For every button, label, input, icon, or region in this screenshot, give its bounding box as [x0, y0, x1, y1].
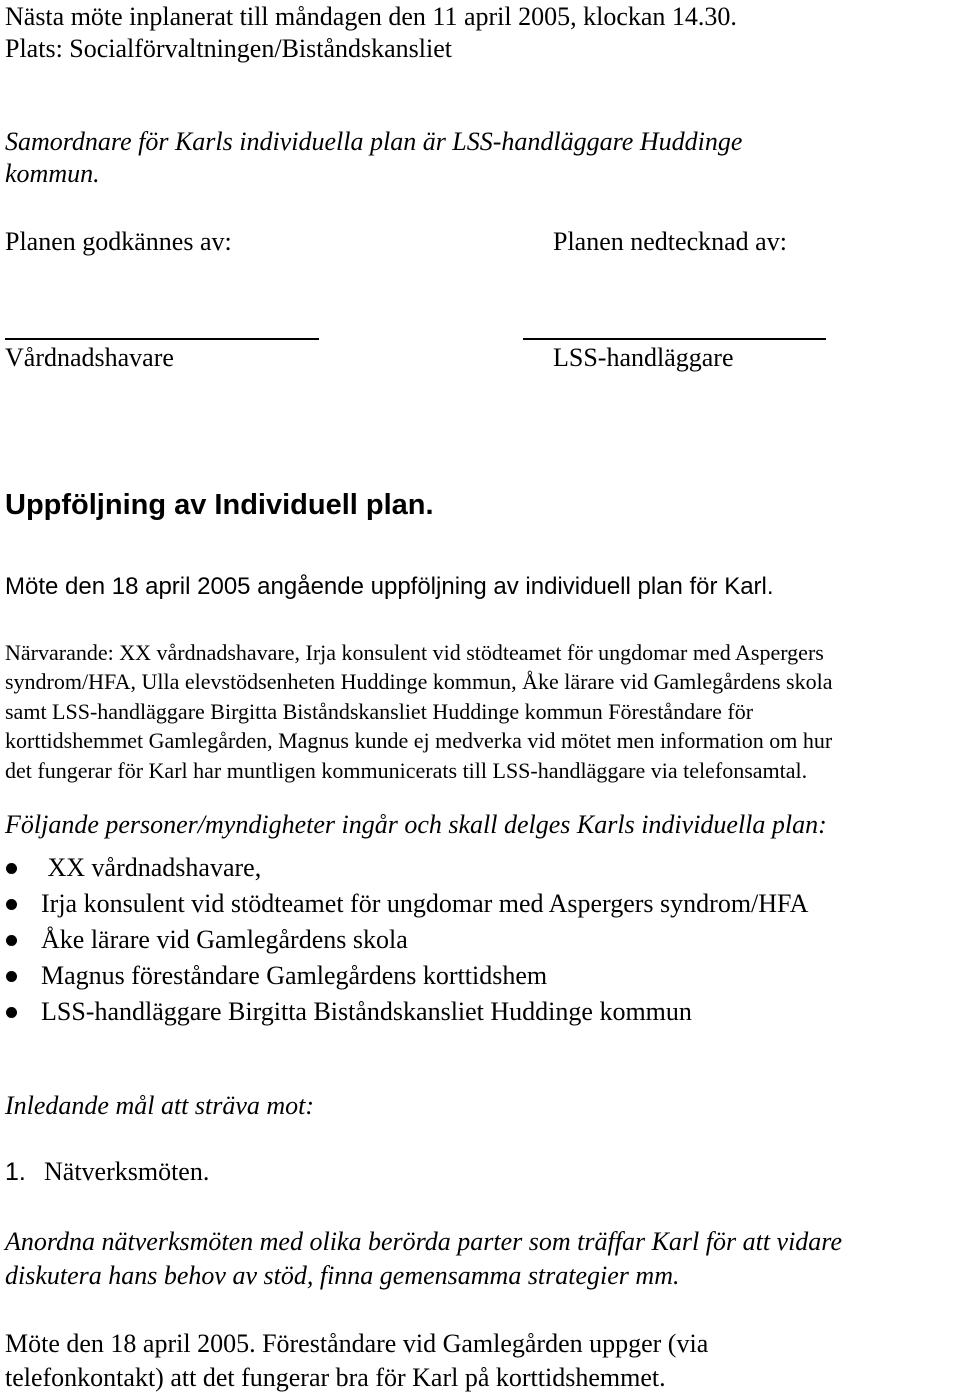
goal-note-line: telefonkontakt) att det fungerar bra för Karl på korttidshemmet.: [5, 1363, 666, 1392]
list-item: [0, 886, 950, 922]
goal-description: [5, 1225, 957, 1293]
bullet-icon: [6, 1007, 17, 1018]
goals-heading: Inledande mål att sträva mot:: [5, 1091, 315, 1120]
meeting-location-text: Plats: Socialförvaltningen/Biståndskansliet: [5, 34, 453, 63]
bullet-icon: [6, 935, 17, 946]
signature-line-guardian: [5, 338, 319, 340]
followup-subtitle: Möte den 18 april 2005 angående uppföljning av individuell plan för Karl.: [5, 573, 774, 600]
attendees-line: det fungerar för Karl har muntligen kommunicerats till LSS-handläggare via telefonsamtal.: [5, 757, 808, 783]
goal-note: [5, 1327, 957, 1395]
attendees-paragraph: [5, 638, 957, 785]
attendees-line: Närvarande: XX vårdnadshavare, Irja konsulent vid stödteamet för ungdomar med Aspergers: [5, 640, 824, 665]
bullet-icon: [6, 863, 17, 874]
goal-description-line: Anordna nätverksmöten med olika berörda parter som träffar Karl för att vidare: [5, 1227, 843, 1256]
list-item-text: Irja konsulent vid stödteamet för ungdomar med Aspergers syndrom/HFA: [41, 889, 809, 918]
goal-number: 1.: [5, 1158, 26, 1186]
next-meeting-text: Nästa möte inplanerat till måndagen den 11 april 2005, klockan 14.30.: [5, 2, 737, 31]
list-item: [0, 850, 950, 886]
goal-description-line: diskutera hans behov av stöd, finna gemensamma strategier mm.: [5, 1261, 680, 1290]
written-by-label: Planen nedtecknad av:: [553, 227, 787, 256]
recipients-heading: Följande personer/myndigheter ingår och skall delges Karls individuella plan:: [5, 810, 827, 839]
lss-role-label: LSS-handläggare: [553, 343, 734, 372]
coordinator-line-1: Samordnare för Karls individuella plan är LSS-handläggare Huddinge: [5, 127, 743, 156]
attendees-line: syndrom/HFA, Ulla elevstödsenheten Huddinge kommun, Åke lärare vid Gamlegårdens skola: [5, 669, 833, 695]
coordinator-line-2: kommun.: [5, 159, 100, 188]
guardian-role-label: Vårdnadshavare: [5, 343, 174, 372]
approved-by-label: Planen godkännes av:: [5, 227, 232, 256]
list-item: [0, 922, 950, 958]
list-item-text: Magnus föreståndare Gamlegårdens korttidshem: [41, 961, 548, 990]
list-item-text: XX vårdnadshavare,: [41, 853, 262, 882]
list-item: [0, 994, 950, 1030]
signature-line-lss: [523, 338, 826, 340]
recipients-list: [0, 850, 950, 1030]
goal-title: Nätverksmöten.: [44, 1157, 210, 1186]
list-item-text: LSS-handläggare Birgitta Biståndskansliet Huddinge kommun: [41, 997, 692, 1026]
followup-heading: Uppföljning av Individuell plan.: [5, 489, 434, 521]
attendees-line: korttidshemmet Gamlegården, Magnus kunde ej medverka vid mötet men information om hur: [5, 728, 833, 754]
list-item-text: Åke lärare vid Gamlegårdens skola: [41, 925, 408, 954]
bullet-icon: [6, 971, 17, 982]
goal-note-line: Möte den 18 april 2005. Föreståndare vid Gamlegården uppger (via: [5, 1329, 709, 1358]
bullet-icon: [6, 899, 17, 910]
list-item: [0, 958, 950, 994]
attendees-line: samt LSS-handläggare Birgitta Biståndskansliet Huddinge kommun Föreståndare för: [5, 698, 754, 724]
